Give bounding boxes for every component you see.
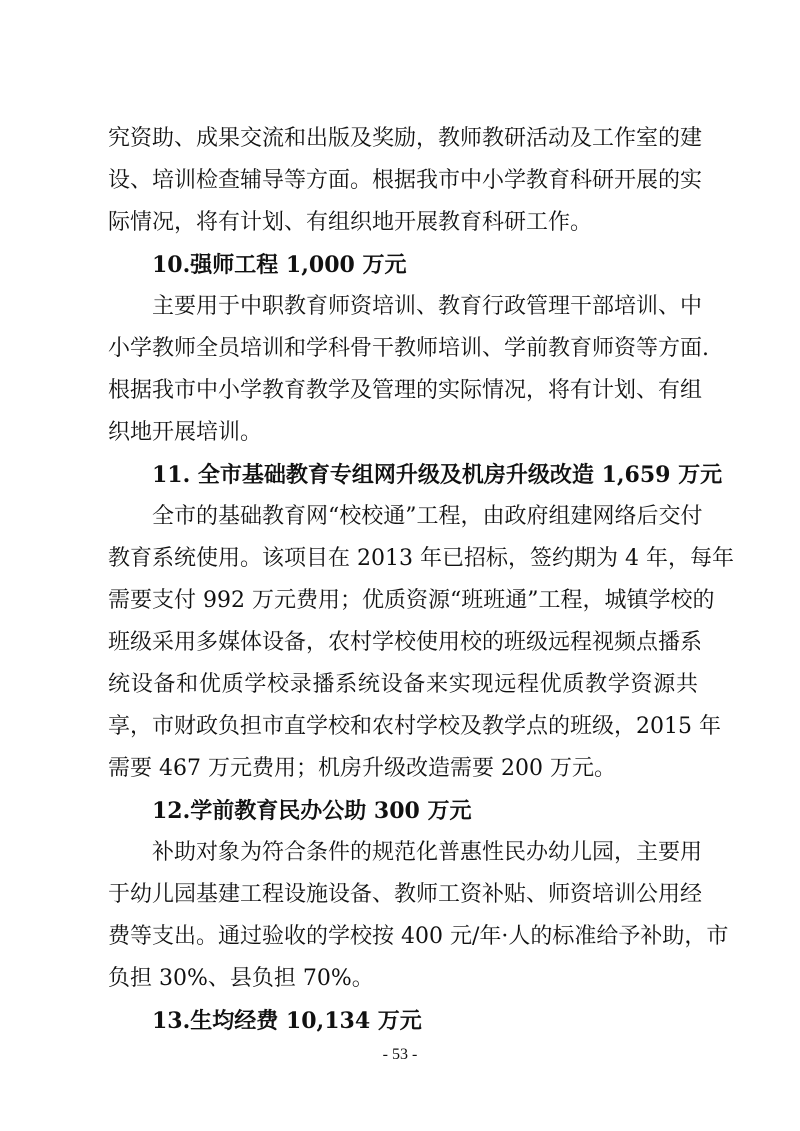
paragraph-line: 负担 30%、县负担 70%。 (108, 966, 374, 991)
paragraph-line: 享，市财政负担市直学校和农村学校及教学点的班级，2015 年 (108, 714, 721, 739)
paragraph-line: 主要用于中职教育师资培训、教育行政管理干部培训、中 (152, 294, 703, 319)
section-heading: 13.生均经费 10,134 万元 (152, 1008, 422, 1034)
paragraph-line: 小学教师全员培训和学科骨干教师培训、学前教育师资等方面. (108, 336, 709, 361)
paragraph-line: 际情况，将有计划、有组织地开展教育科研工作。 (108, 210, 593, 235)
paragraph-line: 设、培训检查辅导等方面。根据我市中小学教育科研开展的实 (108, 168, 703, 193)
paragraph-line: 教育系统使用。该项目在 2013 年已招标，签约期为 4 年，每年 (108, 546, 734, 571)
paragraph-line: 统设备和优质学校录播系统设备来实现远程优质教学资源共 (108, 672, 698, 697)
section-heading: 12.学前教育民办公助 300 万元 (152, 798, 472, 824)
page-number: - 53 - (382, 1046, 418, 1063)
paragraph-line: 织地开展培训。 (108, 420, 263, 445)
paragraph-line: 根据我市中小学教育教学及管理的实际情况，将有计划、有组 (108, 378, 703, 403)
paragraph-line: 究资助、成果交流和出版及奖励，教师教研活动及工作室的建 (108, 126, 703, 151)
section-heading: 11. 全市基础教育专组网升级及机房升级改造 1,659 万元 (152, 462, 723, 488)
paragraph-line: 补助对象为符合条件的规范化普惠性民办幼儿园，主要用 (152, 840, 703, 865)
section-heading: 10.强师工程 1,000 万元 (152, 252, 407, 278)
paragraph-line: 费等支出。通过验收的学校按 400 元/年·人的标准给予补助，市 (108, 924, 729, 949)
paragraph-line: 需要 467 万元费用；机房升级改造需要 200 万元。 (108, 756, 616, 781)
paragraph-line: 班级采用多媒体设备，农村学校使用校的班级远程视频点播系 (108, 630, 703, 655)
paragraph-line: 需要支付 992 万元费用；优质资源“班班通”工程，城镇学校的 (108, 588, 715, 613)
document-body (108, 118, 734, 1042)
paragraph-line: 全市的基础教育网“校校通”工程，由政府组建网络后交付 (152, 504, 703, 529)
paragraph-line: 于幼儿园基建工程设施设备、教师工资补贴、师资培训公用经 (108, 882, 703, 907)
